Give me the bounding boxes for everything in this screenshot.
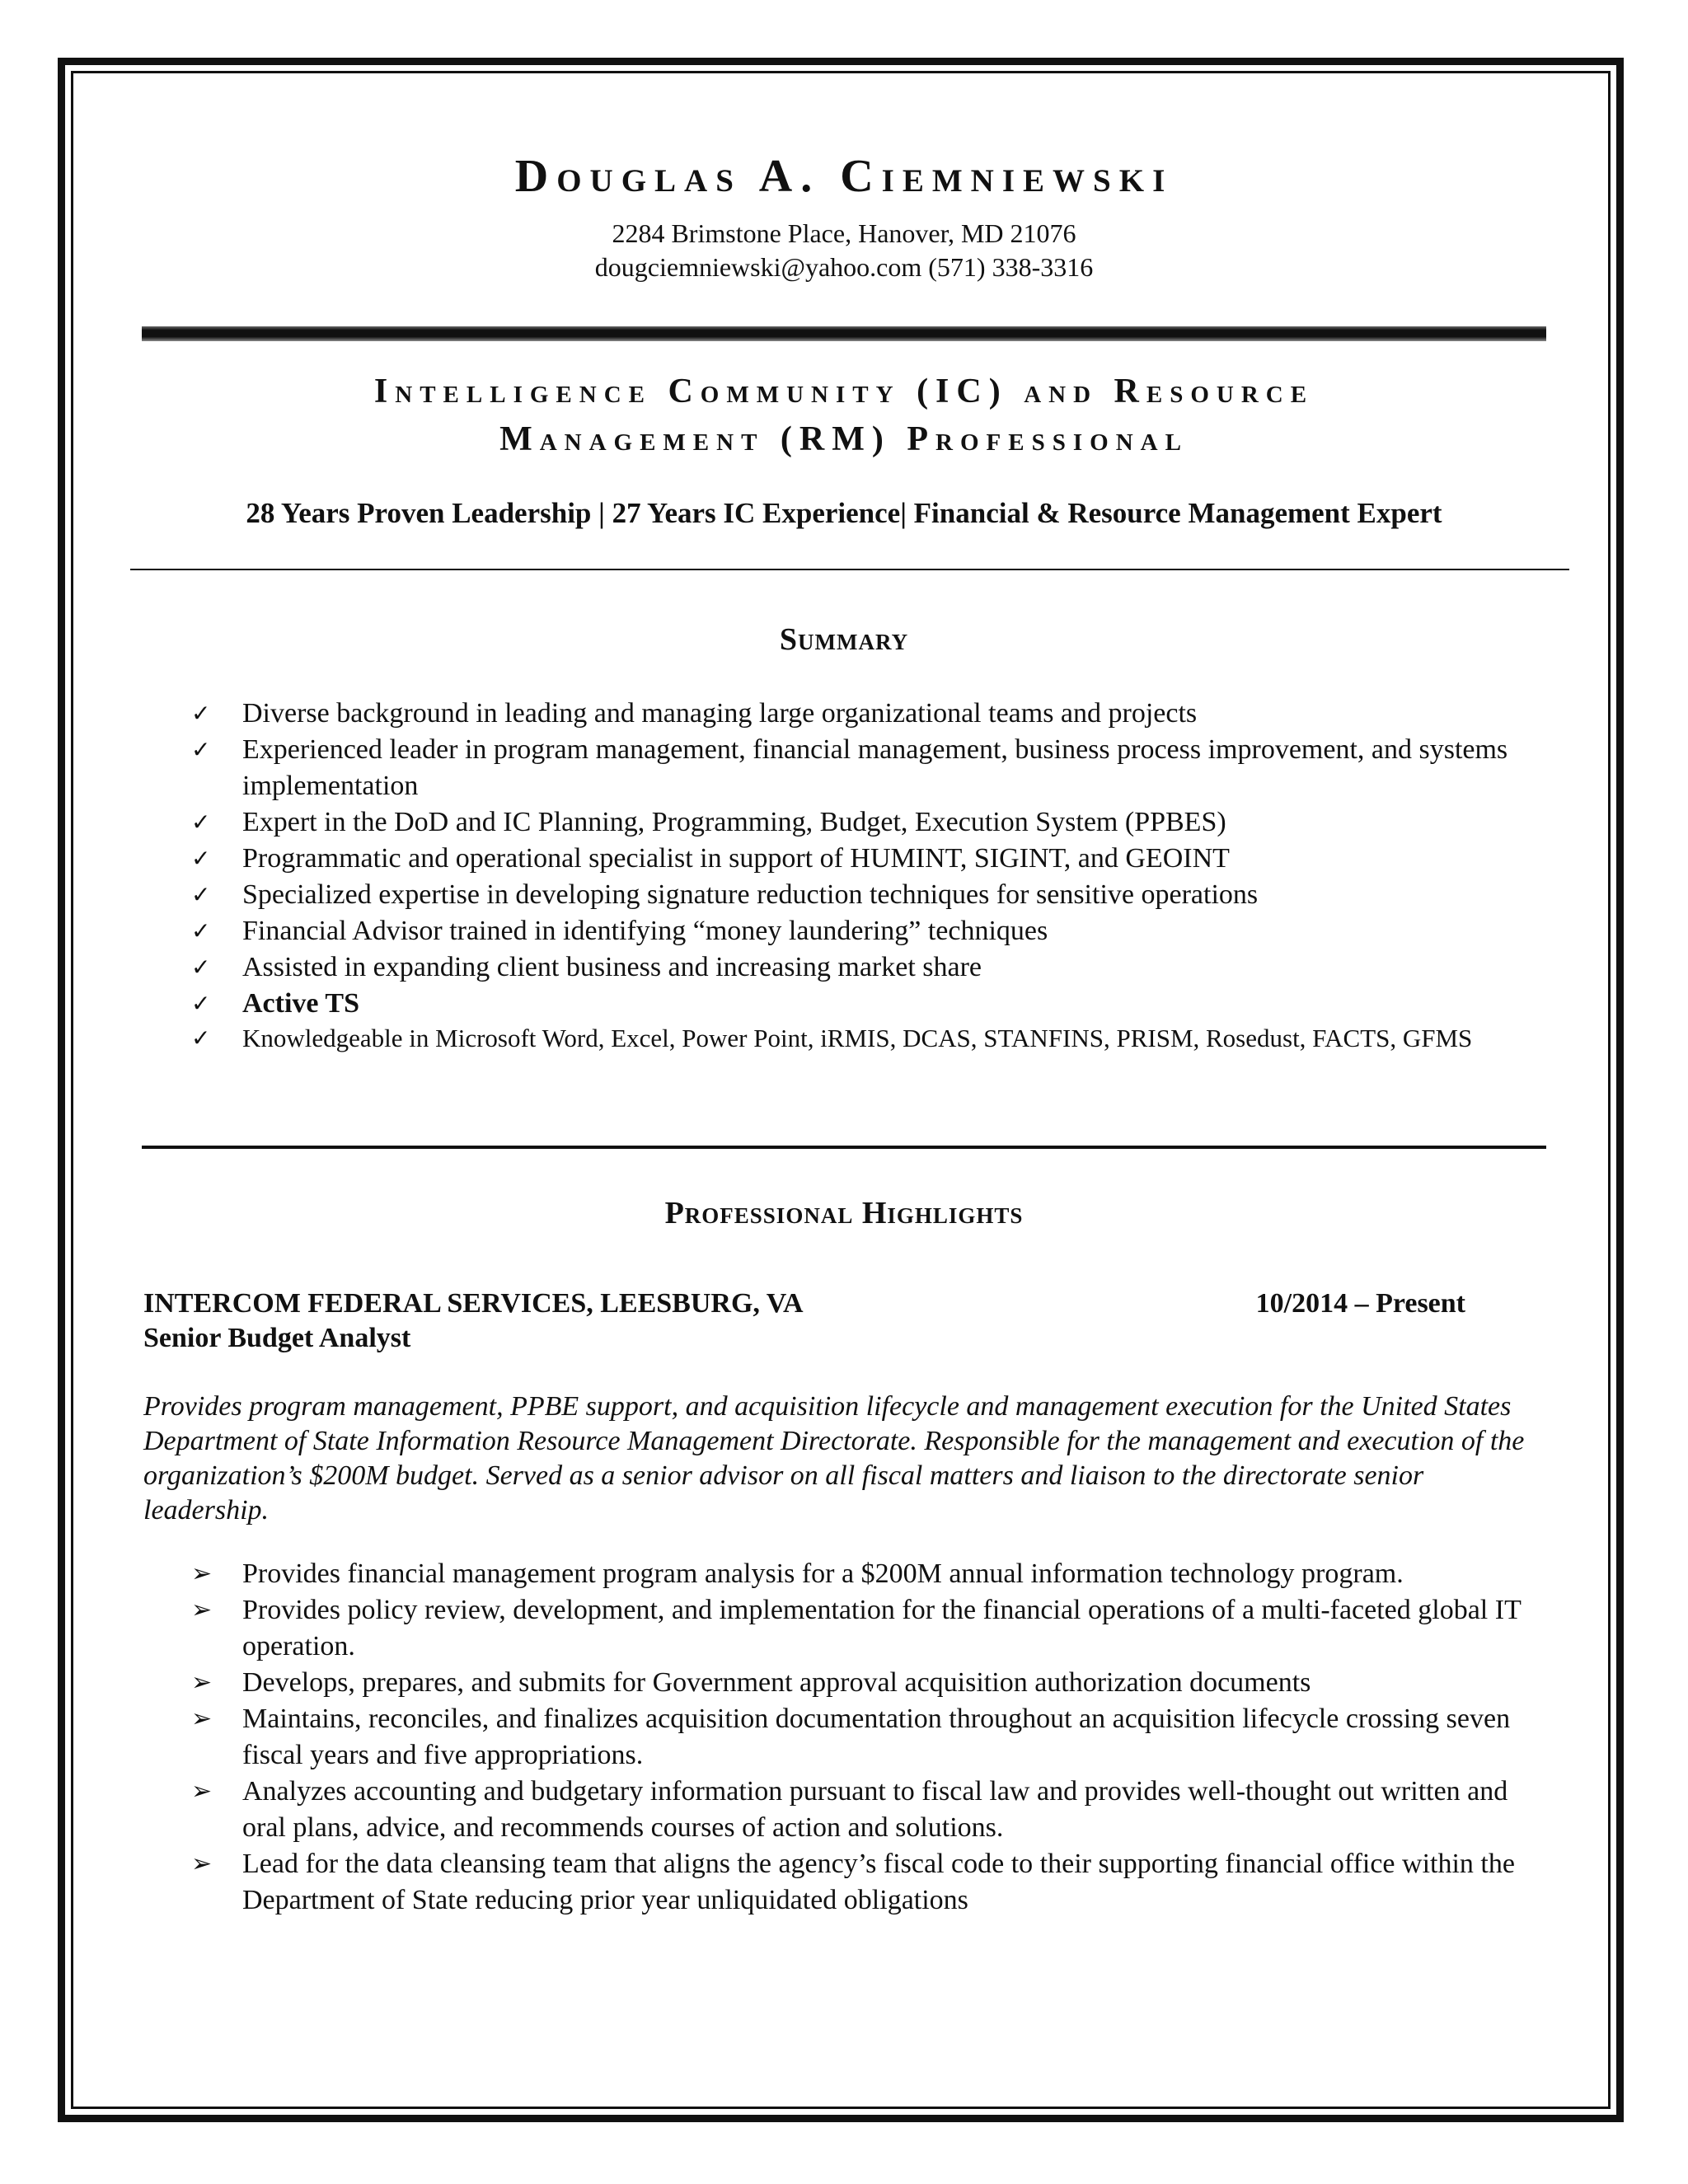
arrow-bullet-icon: ➢: [191, 1849, 213, 1878]
summary-item-text: Programmatic and operational specialist in support of HUMINT, SIGINT, and GEOINT: [242, 843, 1230, 874]
summary-item-text: Diverse background in leading and managing large organizational teams and projects: [242, 698, 1198, 729]
summary-item: [0, 804, 1688, 841]
summary-item: [0, 732, 1688, 804]
duty-item: [0, 1701, 1688, 1774]
job-employer: INTERCOM FEDERAL SERVICES, LEESBURG, VA: [143, 1288, 804, 1319]
duty-item: [0, 1556, 1688, 1592]
job-header: [143, 1286, 1465, 1322]
summary-item-text: Specialized expertise in developing signature reduction techniques for sensitive operations: [242, 879, 1259, 910]
check-icon: ✓: [191, 954, 211, 981]
highlights-heading: Professional Highlights: [664, 1196, 1024, 1230]
job-description: Provides program management, PPBE support, and acquisition lifecycle and management execution for the United States Department of State Information Resource Management Directorate. Responsible for the management and execution of the organization’s $200M budget. Served as a senior advisor on all fiscal matters and liaison to the directorate senior leadership.: [143, 1391, 1525, 1526]
summary-item: [0, 913, 1688, 949]
duty-item-text: Develops, prepares, and submits for Government approval acquisition authorization documents: [242, 1667, 1311, 1698]
job-position: Senior Budget Analyst: [143, 1323, 411, 1353]
duty-list: [0, 1556, 1688, 1919]
arrow-bullet-icon: ➢: [191, 1559, 213, 1588]
duty-item: [0, 1665, 1688, 1701]
duty-item: [0, 1592, 1688, 1665]
headline-line-2: Management (RM) Professional: [499, 420, 1189, 458]
check-icon: ✓: [191, 808, 211, 836]
summary-item-text: Financial Advisor trained in identifying “money laundering” techniques: [242, 916, 1048, 946]
arrow-bullet-icon: ➢: [191, 1668, 213, 1697]
contact-line: dougciemniewski@yahoo.com (571) 338-3316: [594, 252, 1094, 282]
check-icon: ✓: [191, 881, 211, 908]
summary-item-text: Active TS: [242, 988, 359, 1019]
check-icon: ✓: [191, 736, 211, 763]
duty-item: [0, 1774, 1688, 1846]
duty-item-text: Lead for the data cleansing team that aligns the agency’s fiscal code to their supporting financial office within the Department of State reducing prior year unliquidated obligations: [242, 1849, 1515, 1915]
summary-item-text: Assisted in expanding client business and increasing market share: [242, 952, 982, 982]
summary-item: [0, 986, 1688, 1022]
tagline-divider: [130, 569, 1569, 570]
summary-item-text: Knowledgeable in Microsoft Word, Excel, Power Point, iRMIS, DCAS, STANFINS, PRISM, Rosedust, FACTS, GFMS: [242, 1024, 1473, 1052]
summary-item: [0, 696, 1688, 732]
job-dates: 10/2014 – Present: [1255, 1288, 1465, 1319]
duty-item-text: Provides financial management program analysis for a $200M annual information technology program.: [242, 1558, 1404, 1589]
summary-item: [0, 1022, 1688, 1055]
address-line: 2284 Brimstone Place, Hanover, MD 21076: [612, 218, 1076, 248]
headline-line-1: Intelligence Community (IC) and Resource: [373, 373, 1315, 410]
header-divider: [142, 326, 1546, 341]
duty-item-text: Provides policy review, development, and implementation for the financial operations of a multi-faceted global IT operation.: [242, 1595, 1522, 1661]
summary-list: [0, 696, 1688, 1055]
duty-item: [0, 1846, 1688, 1919]
arrow-bullet-icon: ➢: [191, 1777, 213, 1806]
check-icon: ✓: [191, 700, 211, 727]
summary-item: [0, 877, 1688, 913]
arrow-bullet-icon: ➢: [191, 1704, 213, 1733]
duty-item-text: Analyzes accounting and budgetary information pursuant to fiscal law and provides well-thought out written and oral plans, advice, and recommends courses of action and solutions.: [242, 1776, 1508, 1843]
tagline: 28 Years Proven Leadership | 27 Years IC Experience| Financial & Resource Management Expert: [246, 497, 1442, 529]
candidate-name: Douglas A. Ciemniewski: [514, 151, 1174, 202]
summary-item: [0, 841, 1688, 877]
summary-item-text: Expert in the DoD and IC Planning, Programming, Budget, Execution System (PPBES): [242, 807, 1226, 837]
summary-divider: [142, 1146, 1546, 1149]
duty-item-text: Maintains, reconciles, and finalizes acquisition documentation throughout an acquisition lifecycle crossing seven fiscal years and five appropriations.: [242, 1704, 1511, 1770]
check-icon: ✓: [191, 990, 211, 1017]
arrow-bullet-icon: ➢: [191, 1596, 213, 1624]
check-icon: ✓: [191, 917, 211, 944]
summary-item: [0, 949, 1688, 986]
summary-item-text: Experienced leader in program management, financial management, business process improvement, and systems implementation: [242, 734, 1508, 801]
check-icon: ✓: [191, 1024, 211, 1052]
summary-heading: Summary: [779, 622, 909, 657]
check-icon: ✓: [191, 845, 211, 872]
